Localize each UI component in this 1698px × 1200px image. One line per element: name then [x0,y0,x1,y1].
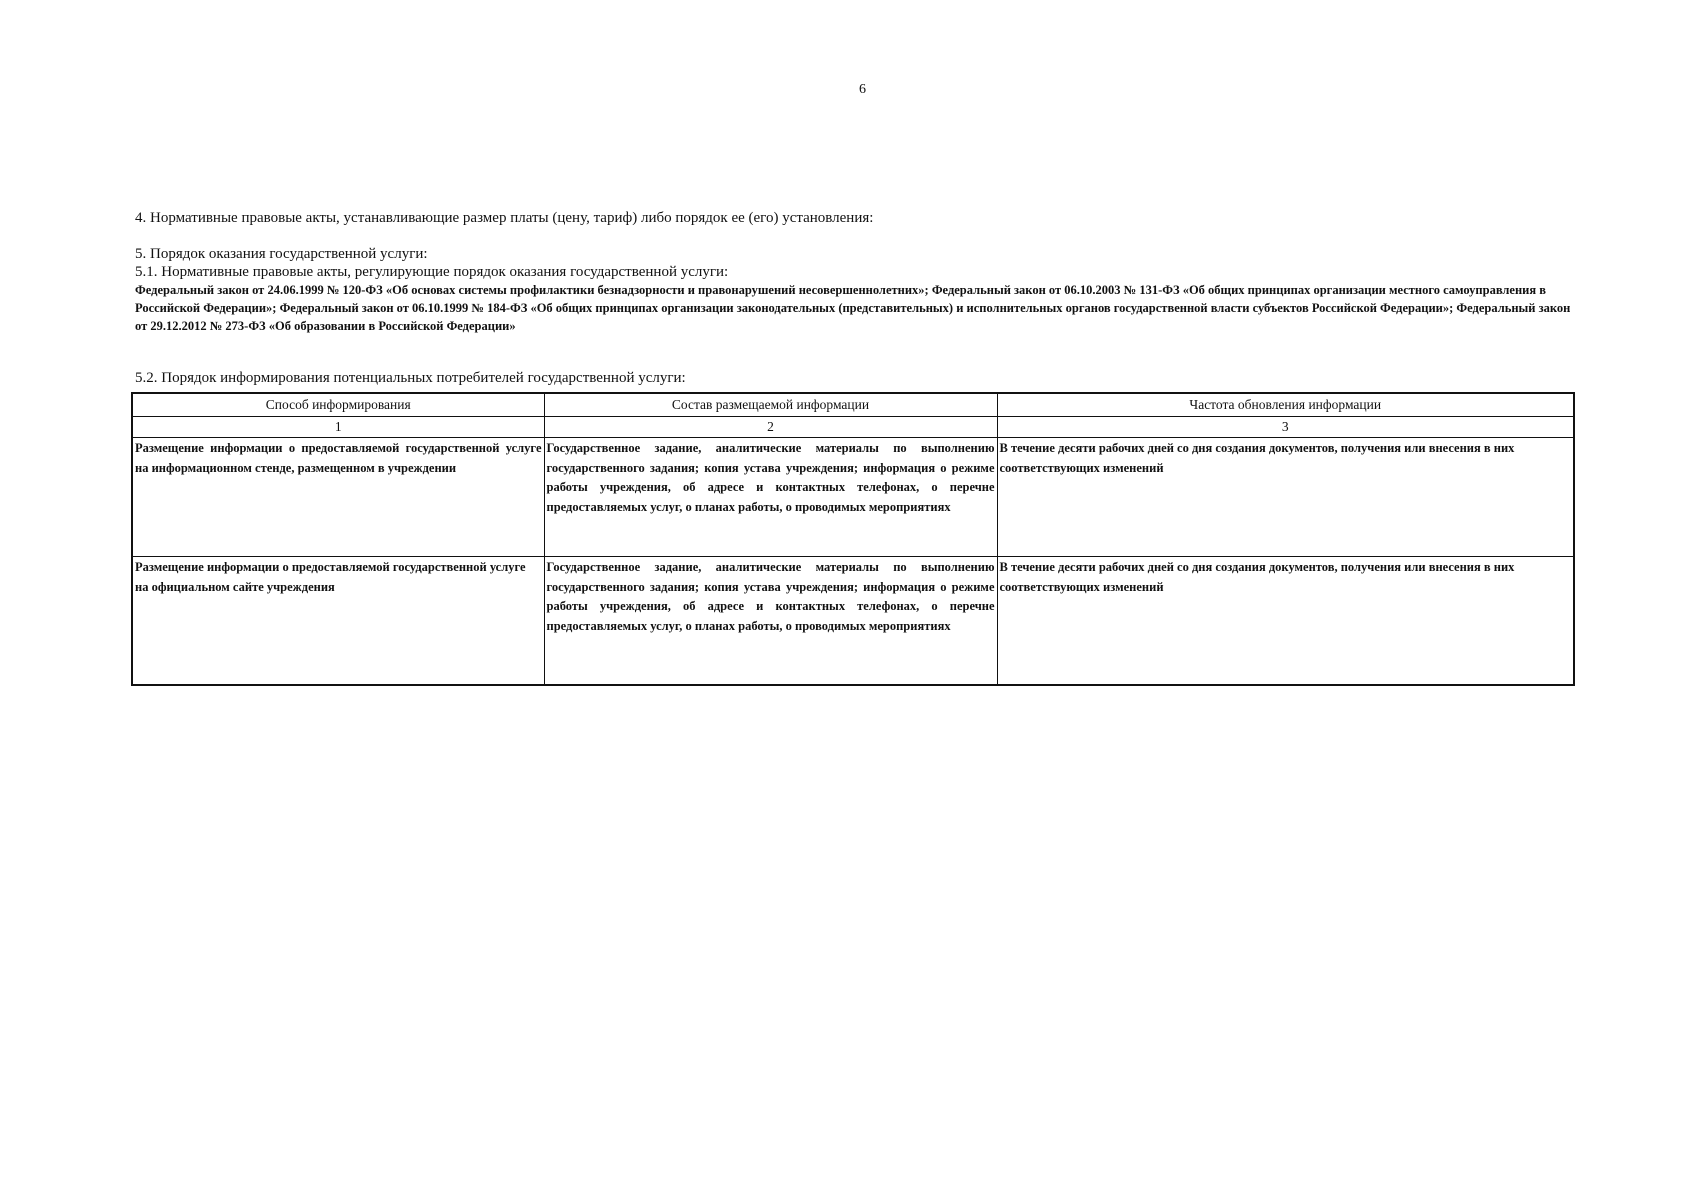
header-frequency: Частота обновления информации [997,393,1574,417]
section-5-1-title: 5.1. Нормативные правовые акты, регулирующие порядок оказания государственной услуги: [135,264,729,280]
cell-frequency: В течение десяти рабочих дней со дня создания документов, получения или внесения в них соответствующих изменений [997,438,1574,557]
table-row [132,438,1574,557]
column-number-3: 3 [997,417,1574,438]
section-4-title: 4. Нормативные правовые акты, устанавливающие размер платы (цену, тариф) либо порядок ее (его) установления: [135,210,874,226]
header-method: Способ информирования [132,393,544,417]
column-number-2: 2 [544,417,997,438]
page-number: 6 [859,82,866,97]
cell-frequency: В течение десяти рабочих дней со дня создания документов, получения или внесения в них соответствующих изменений [997,557,1574,686]
table-number-row [132,417,1574,438]
information-table [131,392,1575,686]
column-number-1: 1 [132,417,544,438]
cell-content: Государственное задание, аналитические материалы по выполнению государственного задания; копия устава учреждения; информация о режиме работы учреждения, об адресе и контактных телефонах, о перечне предоставляемых услуг, о планах работы, о проводимых мероприятиях [544,557,997,686]
cell-method: Размещение информации о предоставляемой государственной услуге на информационном стенде, размещенном в учреждении [132,438,544,557]
cell-content: Государственное задание, аналитические материалы по выполнению государственного задания; копия устава учреждения; информация о режиме работы учреждения, об адресе и контактных телефонах, о перечне предоставляемых услуг, о планах работы, о проводимых мероприятиях [544,438,997,557]
section-5-title: 5. Порядок оказания государственной услуги: [135,246,428,262]
table-row [132,557,1574,686]
section-5 [135,245,1575,335]
table-header-row [132,393,1574,417]
cell-method: Размещение информации о предоставляемой государственной услуге на официальном сайте учреждения [132,557,544,686]
section-5-1-acts-text: Федеральный закон от 24.06.1999 № 120-ФЗ «Об основах системы профилактики безнадзорности и правонарушений несовершеннолетних»; Федеральный закон от 06.10.2003 № 131-ФЗ «Об общих принципах организации местного самоуправления в Российской Федерации»; Федеральный закон от 06.10.1999 № 184-ФЗ «Об общих принципах организации законодательных (представительных) и исполнительных органов государственной власти субъектов Российской Федерации»; Федеральный закон от 29.12.2012 № 273-ФЗ «Об образовании в Российской Федерации» [135,283,1571,333]
header-content: Состав размещаемой информации [544,393,997,417]
section-5-2-title: 5.2. Порядок информирования потенциальных потребителей государственной услуги: [135,370,686,386]
